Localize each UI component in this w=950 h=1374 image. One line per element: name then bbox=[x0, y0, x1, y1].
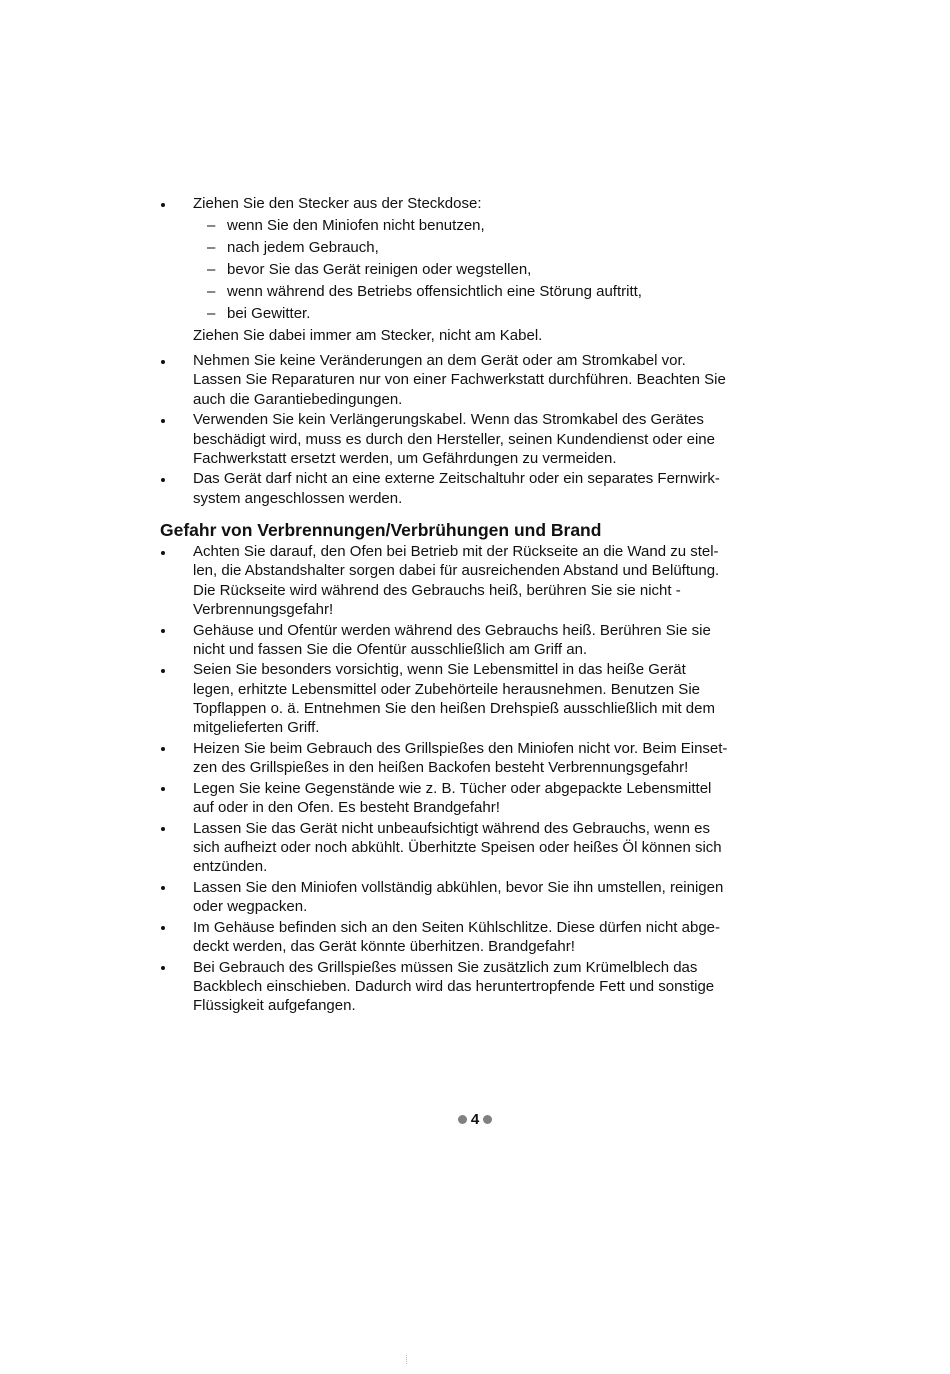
bullet-text-line: Flüssigkeit aufgefangen. bbox=[193, 997, 356, 1015]
bullet-text-line: Fachwerkstatt ersetzt werden, um Gefährdungen zu vermeiden. bbox=[193, 449, 617, 467]
bullet-item bbox=[160, 878, 750, 917]
page-number-value: 4 bbox=[470, 1111, 480, 1129]
bullet-text-line: auf oder in den Ofen. Es besteht Brandgefahr! bbox=[193, 799, 500, 817]
bullet-text-line: Seien Sie besonders vorsichtig, wenn Sie Lebensmittel in das heiße Gerät bbox=[193, 661, 686, 679]
bullet-text-line: Lassen Sie Reparaturen nur von einer Fachwerkstatt durchführen. Beachten Sie bbox=[193, 371, 726, 389]
bullet-text-line: Lassen Sie das Gerät nicht unbeaufsichtigt während des Gebrauchs, wenn es bbox=[193, 819, 710, 837]
bullet-text-line: Das Gerät darf nicht an eine externe Zeitschaltuhr oder ein separates Fernwirk- bbox=[193, 470, 720, 488]
bullet-item bbox=[160, 958, 750, 1016]
bullet-text-line: system angeschlossen werden. bbox=[193, 489, 403, 507]
bullet-item bbox=[160, 918, 750, 957]
bullet-item bbox=[160, 542, 750, 619]
bullet-item bbox=[160, 739, 750, 778]
bullet-text-line: legen, erhitzte Lebensmittel oder Zubehörteile herausnehmen. Benutzen Sie bbox=[193, 680, 700, 698]
bullet-text-line: Topflappen o. ä. Entnehmen Sie den heißen Drehspieß ausschließlich mit dem bbox=[193, 699, 715, 717]
bullet-text-line: Legen Sie keine Gegenstände wie z. B. Tücher oder abgepackte Lebensmittel bbox=[193, 779, 712, 797]
dash-item: – wenn Sie den Miniofen nicht benutzen, bbox=[193, 216, 750, 235]
bullet-text-line: Heizen Sie beim Gebrauch des Grillspießes den Miniofen nicht vor. Beim Einset- bbox=[193, 739, 728, 757]
dash-item: – nach jedem Gebrauch, bbox=[193, 238, 750, 257]
bullet-text-line: auch die Garantiebedingungen. bbox=[193, 390, 403, 408]
bullet-text-line: Backblech einschieben. Dadurch wird das heruntertropfende Fett und sonstige bbox=[193, 977, 715, 995]
bullet-text-line: nicht und fassen Sie die Ofentür ausschließlich am Griff an. bbox=[193, 640, 588, 658]
safety-list-burns bbox=[160, 542, 750, 1016]
bullet-note: Ziehen Sie dabei immer am Stecker, nicht am Kabel. bbox=[193, 326, 543, 344]
safety-list-power bbox=[160, 194, 750, 508]
bullet-item bbox=[160, 194, 750, 345]
bullet-item bbox=[160, 351, 750, 409]
print-mark bbox=[406, 1355, 408, 1364]
bullet-text-line: Nehmen Sie keine Veränderungen an dem Gerät oder am Stromkabel vor. bbox=[193, 352, 686, 370]
page-number-left-dot bbox=[458, 1115, 467, 1124]
dash-item: – bevor Sie das Gerät reinigen oder wegstellen, bbox=[193, 260, 750, 279]
bullet-item bbox=[160, 779, 750, 818]
bullet-text-line: beschädigt wird, muss es durch den Hersteller, seinen Kundendienst oder eine bbox=[193, 430, 715, 448]
page-number-right-dot bbox=[483, 1115, 492, 1124]
bullet-text-line: mitgelieferten Griff. bbox=[193, 719, 320, 737]
bullet-text-line: oder wegpacken. bbox=[193, 898, 308, 916]
bullet-text-line: Im Gehäuse befinden sich an den Seiten Kühlschlitze. Diese dürfen nicht abge- bbox=[193, 918, 720, 936]
page-number bbox=[0, 1110, 950, 1130]
bullet-item bbox=[160, 469, 750, 508]
dash-list bbox=[193, 216, 750, 323]
bullet-intro: Ziehen Sie den Stecker aus der Steckdose: bbox=[193, 195, 482, 212]
bullet-text-line: Bei Gebrauch des Grillspießes müssen Sie zusätzlich zum Krümelblech das bbox=[193, 958, 698, 976]
bullet-text-line: deckt werden, das Gerät könnte überhitzen. Brandgefahr! bbox=[193, 938, 575, 956]
bullet-item bbox=[160, 660, 750, 737]
bullet-text-line: entzünden. bbox=[193, 858, 268, 876]
dash-item: – bei Gewitter. bbox=[193, 304, 750, 323]
bullet-text-line: sich aufheizt oder noch abkühlt. Überhitzte Speisen oder heißes Öl können sich bbox=[193, 838, 722, 856]
bullet-item bbox=[160, 819, 750, 877]
bullet-text-line: Gehäuse und Ofentür werden während des Gebrauchs heiß. Berühren Sie sie bbox=[193, 621, 711, 639]
bullet-text-line: Verwenden Sie kein Verlängerungskabel. Wenn das Stromkabel des Gerätes bbox=[193, 411, 704, 429]
bullet-item bbox=[160, 410, 750, 468]
bullet-text-line: Lassen Sie den Miniofen vollständig abkühlen, bevor Sie ihn umstellen, reinigen bbox=[193, 878, 724, 896]
dash-item: – wenn während des Betriebs offensichtlich eine Störung auftritt, bbox=[193, 282, 750, 301]
bullet-text-line: Die Rückseite wird während des Gebrauchs heiß, berühren Sie sie nicht - bbox=[193, 581, 681, 599]
bullet-text-line: len, die Abstandshalter sorgen dabei für ausreichenden Abstand und Belüftung. bbox=[193, 562, 720, 580]
page-content bbox=[160, 194, 750, 1016]
bullet-text-line: zen des Grillspießes in den heißen Backofen besteht Verbrennungsgefahr! bbox=[193, 759, 689, 777]
bullet-text-line: Verbrennungsgefahr! bbox=[193, 600, 334, 618]
bullet-text-line: Achten Sie darauf, den Ofen bei Betrieb mit der Rückseite an die Wand zu stel- bbox=[193, 543, 719, 561]
section-heading: Gefahr von Verbrennungen/Verbrühungen und Brand bbox=[160, 520, 602, 541]
bullet-item bbox=[160, 621, 750, 660]
